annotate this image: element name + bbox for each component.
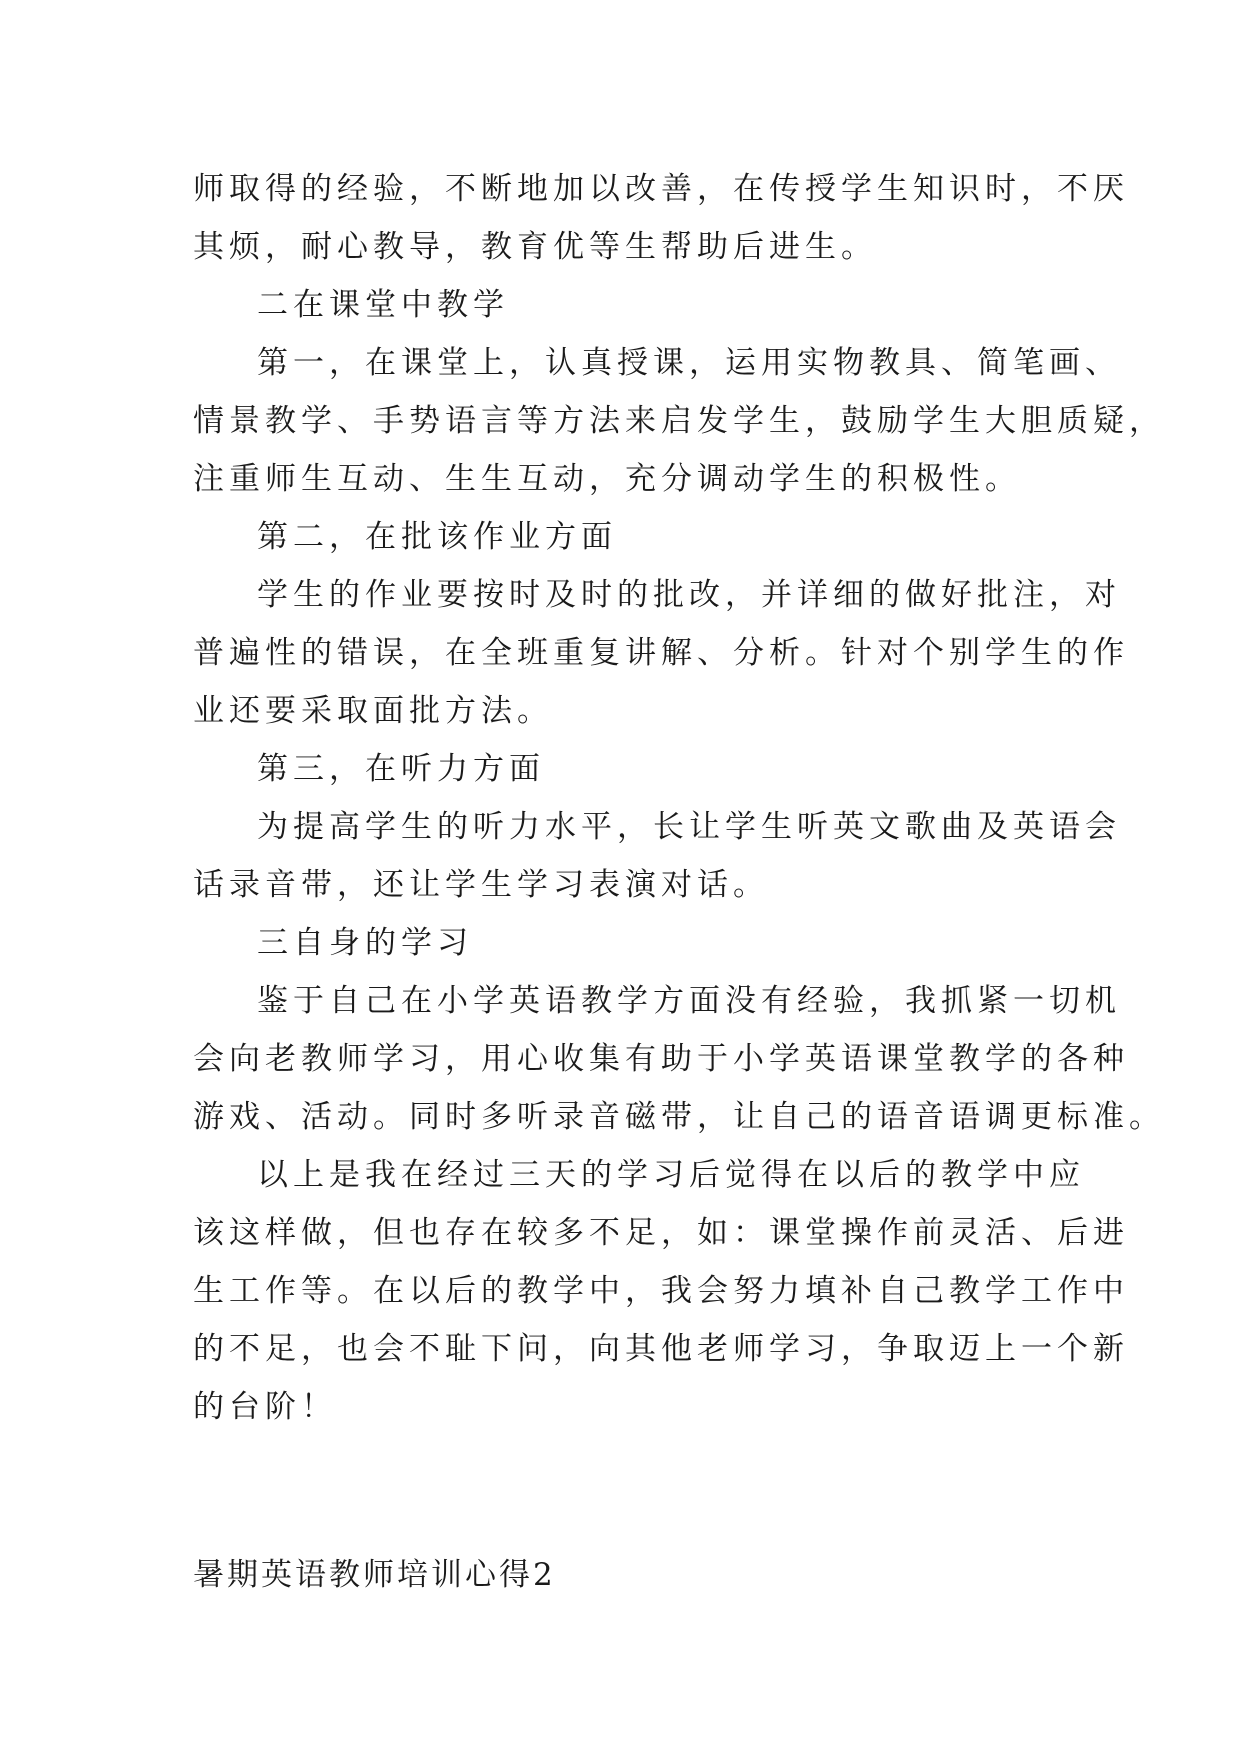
paragraph-1-line-2: 其烦，耐心教导，教育优等生帮助后进生。 [193, 229, 877, 265]
section-spacer [193, 1436, 1061, 1546]
paragraph-3-line-1: 学生的作业要按时及时的批改，并详细的做好批注，对 [257, 577, 1121, 613]
paragraph-2-line-1: 第一，在课堂上，认真授课，运用实物教具、简笔画、 [257, 345, 1121, 381]
document-body [193, 160, 1165, 1604]
paragraph-6-line-5: 的台阶！ [193, 1389, 337, 1425]
paragraph-6-line-3: 生工作等。在以后的教学中，我会努力填补自己教学工作中 [193, 1273, 1129, 1309]
next-article-title: 暑期英语教师培训心得2 [193, 1557, 556, 1593]
paragraph-2-line-3: 注重师生互动、生生互动，充分调动学生的积极性。 [193, 461, 1021, 497]
paragraph-4-line-2: 话录音带，还让学生学习表演对话。 [193, 867, 769, 903]
paragraph-5-line-3: 游戏、活动。同时多听录音磁带，让自己的语音语调更标准。 [193, 1099, 1165, 1135]
sub-heading-homework: 第二，在批该作业方面 [257, 519, 617, 555]
section-2-heading: 二在课堂中教学 [257, 287, 509, 323]
paragraph-6-line-1: 以上是我在经过三天的学习后觉得在以后的教学中应 [257, 1157, 1085, 1193]
paragraph-3-line-2: 普遍性的错误，在全班重复讲解、分析。针对个别学生的作 [193, 635, 1129, 671]
paragraph-1-line-1: 师取得的经验，不断地加以改善，在传授学生知识时，不厌 [193, 171, 1129, 207]
paragraph-4-line-1: 为提高学生的听力水平，长让学生听英文歌曲及英语会 [257, 809, 1121, 845]
paragraph-6-line-2: 该这样做，但也存在较多不足，如：课堂操作前灵活、后进 [193, 1215, 1129, 1251]
paragraph-2-line-2: 情景教学、手势语言等方法来启发学生，鼓励学生大胆质疑， [193, 403, 1165, 439]
paragraph-5-line-1: 鉴于自己在小学英语教学方面没有经验，我抓紧一切机 [257, 983, 1121, 1019]
sub-heading-listening: 第三，在听力方面 [257, 751, 545, 787]
paragraph-3-line-3: 业还要采取面批方法。 [193, 693, 553, 729]
section-3-heading: 三自身的学习 [257, 925, 473, 961]
paragraph-5-line-2: 会向老教师学习，用心收集有助于小学英语课堂教学的各种 [193, 1041, 1129, 1077]
paragraph-6-line-4: 的不足，也会不耻下问，向其他老师学习，争取迈上一个新 [193, 1331, 1129, 1367]
